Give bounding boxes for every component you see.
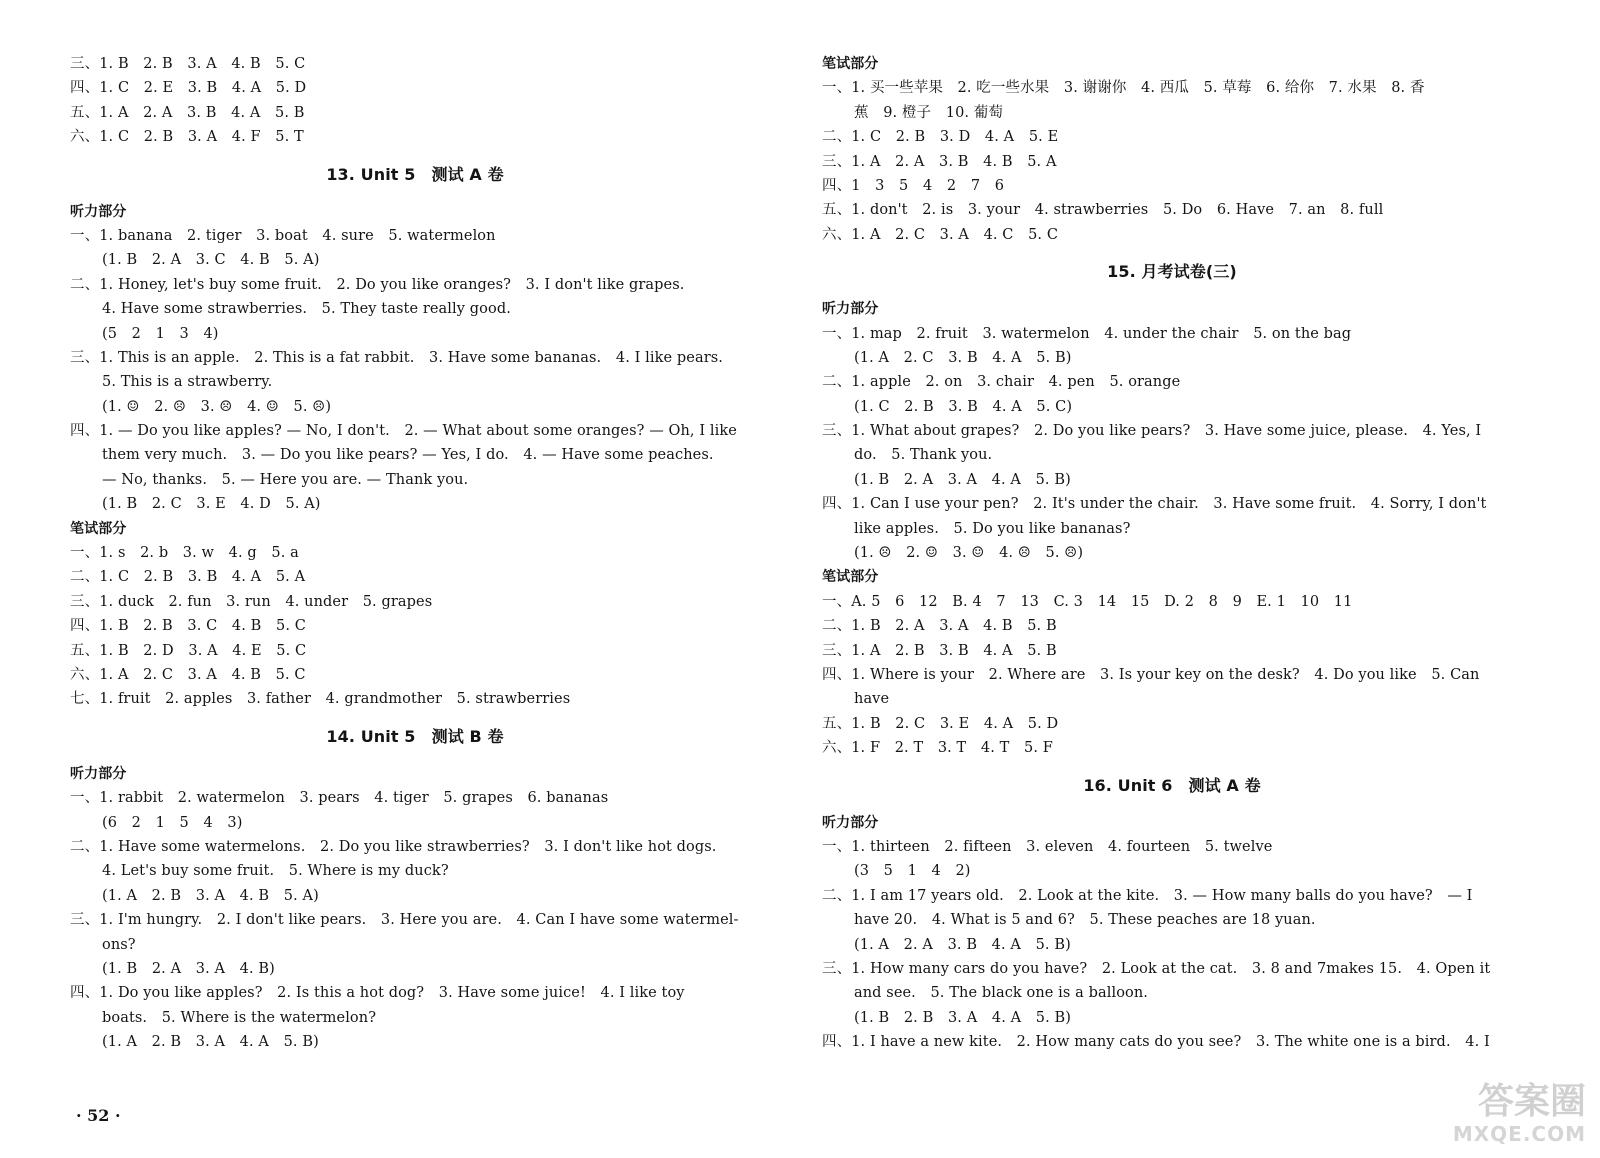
answer-line: 一、1. map 2. fruit 3. watermelon 4. under the chair 5. on the bag (822, 325, 1352, 342)
test-title: 16. Unit 6 测试 A 卷 (1083, 775, 1261, 795)
answer-line: 二、1. C 2. B 3. D 4. A 5. E (822, 129, 1059, 146)
answer-line-continued: 4. Have some strawberries. 5. They taste really good. (102, 301, 511, 318)
answer-line: 三、1. I'm hungry. 2. I don't like pears. 3. Here you are. 4. Can I have some watermel- (70, 912, 739, 929)
answer-line-continued: (1. A 2. C 3. B 4. A 5. B) (854, 349, 1072, 366)
answer-line: 四、1. C 2. E 3. B 4. A 5. D (70, 80, 307, 97)
section-heading: 笔试部分 (822, 56, 879, 72)
answer-line: 五、1. B 2. C 3. E 4. A 5. D (822, 715, 1059, 732)
answer-line: 四、1. Where is your 2. Where are 3. Is your key on the desk? 4. Do you like 5. Can (822, 666, 1480, 683)
answer-line: 三、1. This is an apple. 2. This is a fat rabbit. 3. Have some bananas. 4. I like pears. (70, 349, 723, 366)
answer-line-continued: ons? (102, 936, 136, 953)
answer-line-continued: 5. This is a strawberry. (102, 374, 273, 391)
answer-line: 一、A. 5 6 12 B. 4 7 13 C. 3 14 15 D. 2 8 9 E. 1 10 11 (822, 593, 1353, 610)
answer-line: 三、1. A 2. A 3. B 4. B 5. A (822, 153, 1057, 170)
answer-line: 二、1. apple 2. on 3. chair 4. pen 5. orange (822, 374, 1181, 391)
watermark-title: 答案圈 (1477, 1081, 1586, 1122)
answer-line: 一、1. 买一些苹果 2. 吃一些水果 3. 谢谢你 4. 西瓜 5. 草莓 6. 给你 7. 水果 8. 香 (822, 80, 1425, 97)
answer-line: 二、1. C 2. B 3. B 4. A 5. A (70, 569, 306, 586)
answer-line: 四、1. Can I use your pen? 2. It's under the chair. 3. Have some fruit. 4. Sorry, I don't (822, 496, 1487, 513)
answer-line: 六、1. C 2. B 3. A 4. F 5. T (70, 129, 304, 146)
answer-line-continued: 蕉 9. 橙子 10. 葡萄 (854, 104, 1004, 121)
answer-line: 四、1. I have a new kite. 2. How many cats do you see? 3. The white one is a bird. 4. I (822, 1034, 1490, 1051)
answer-line-continued: (1. B 2. A 3. C 4. B 5. A) (102, 252, 320, 269)
answer-line-continued: and see. 5. The black one is a balloon. (854, 985, 1149, 1002)
section-heading: 笔试部分 (822, 569, 879, 586)
answer-line-continued: (1. A 2. A 3. B 4. A 5. B) (854, 936, 1071, 953)
answer-line: 三、1. duck 2. fun 3. run 4. under 5. grapes (70, 593, 433, 610)
answer-line: 四、1. Do you like apples? 2. Is this a hot dog? 3. Have some juice! 4. I like toy (70, 985, 685, 1002)
answer-line-continued: (6 2 1 5 4 3) (102, 814, 243, 831)
answer-line-continued: them very much. 3. — Do you like pears? — Yes, I do. 4. — Have some peaches. (102, 447, 714, 464)
left-column (70, 52, 760, 1054)
answer-line: 五、1. B 2. D 3. A 4. E 5. C (70, 642, 307, 659)
answer-line: 一、1. rabbit 2. watermelon 3. pears 4. tiger 5. grapes 6. bananas (70, 790, 609, 807)
answer-line-continued: (1. A 2. B 3. A 4. B 5. A) (102, 887, 319, 904)
answer-line: 三、1. A 2. B 3. B 4. A 5. B (822, 642, 1057, 659)
answer-line: 一、1. banana 2. tiger 3. boat 4. sure 5. watermelon (70, 227, 496, 244)
answer-line: 六、1. A 2. C 3. A 4. C 5. C (822, 226, 1059, 243)
answer-line-continued: like apples. 5. Do you like bananas? (854, 520, 1131, 537)
answer-line-continued: (1. B 2. A 3. A 4. A 5. B) (854, 471, 1071, 488)
answer-line-continued: have (854, 691, 890, 708)
answer-line-continued: (1. B 2. A 3. A 4. B) (102, 960, 275, 977)
answer-line-continued: boats. 5. Where is the watermelon? (102, 1009, 377, 1026)
section-heading: 笔试部分 (70, 520, 127, 537)
answer-line-continued: do. 5. Thank you. (854, 447, 993, 464)
answer-line: 二、1. I am 17 years old. 2. Look at the kite. 3. — How many balls do you have? — I (822, 887, 1473, 904)
section-heading: 听力部分 (822, 814, 879, 831)
answer-line-continued: (1. ☺ 2. ☹ 3. ☹ 4. ☺ 5. ☹) (102, 398, 332, 415)
answer-line: 一、1. thirteen 2. fifteen 3. eleven 4. fourteen 5. twelve (822, 838, 1273, 855)
answer-line-continued: 4. Let's buy some fruit. 5. Where is my duck? (102, 863, 449, 880)
section-heading: 听力部分 (70, 765, 127, 782)
answer-line-continued: (1. B 2. B 3. A 4. A 5. B) (854, 1009, 1072, 1026)
answer-line: 六、1. F 2. T 3. T 4. T 5. F (822, 740, 1053, 757)
answer-line: 五、1. don't 2. is 3. your 4. strawberries 5. Do 6. Have 7. an 8. full (822, 202, 1384, 219)
answer-line-continued: (1. B 2. C 3. E 4. D 5. A) (102, 496, 321, 513)
answer-line: 二、1. Have some watermelons. 2. Do you like strawberries? 3. I don't like hot dogs. (70, 838, 717, 855)
page-number: · 52 · (76, 1106, 121, 1125)
answer-line: 三、1. B 2. B 3. A 4. B 5. C (70, 56, 306, 72)
right-column (822, 52, 1522, 1054)
answer-line: 五、1. A 2. A 3. B 4. A 5. B (70, 104, 305, 121)
answer-line: 二、1. B 2. A 3. A 4. B 5. B (822, 618, 1057, 635)
answer-line: 三、1. How many cars do you have? 2. Look at the cat. 3. 8 and 7makes 15. 4. Open it (822, 960, 1491, 977)
watermark-logo (1386, 1082, 1586, 1150)
answer-line: 七、1. fruit 2. apples 3. father 4. grandmother 5. strawberries (70, 691, 571, 708)
section-heading: 听力部分 (822, 301, 879, 318)
test-title: 13. Unit 5 测试 A 卷 (326, 164, 504, 184)
test-title: 15. 月考试卷(三) (1107, 262, 1237, 282)
answer-line: 六、1. A 2. C 3. A 4. B 5. C (70, 666, 306, 683)
answer-line: 四、1. — Do you like apples? — No, I don't. 2. — What about some oranges? — Oh, I like (70, 423, 737, 440)
answer-line-continued: (1. C 2. B 3. B 4. A 5. C) (854, 398, 1073, 415)
answer-line: 一、1. s 2. b 3. w 4. g 5. a (70, 545, 299, 562)
answer-line: 四、1 3 5 4 2 7 6 (822, 177, 1005, 194)
answer-line-continued: (1. ☹ 2. ☺ 3. ☺ 4. ☹ 5. ☹) (854, 545, 1084, 562)
answer-line: 四、1. B 2. B 3. C 4. B 5. C (70, 618, 306, 635)
answer-line: 三、1. What about grapes? 2. Do you like pears? 3. Have some juice, please. 4. Yes, I (822, 423, 1482, 440)
answer-line: 二、1. Honey, let's buy some fruit. 2. Do you like oranges? 3. I don't like grapes. (70, 276, 685, 293)
test-title: 14. Unit 5 测试 B 卷 (326, 726, 504, 746)
watermark-url: MXQE.COM (1452, 1122, 1586, 1146)
answer-line-continued: (3 5 1 4 2) (854, 863, 971, 880)
answer-line-continued: have 20. 4. What is 5 and 6? 5. These peaches are 18 yuan. (854, 912, 1316, 929)
answer-line-continued: — No, thanks. 5. — Here you are. — Thank you. (102, 471, 469, 488)
answer-line-continued: (1. A 2. B 3. A 4. A 5. B) (102, 1034, 319, 1051)
answer-line-continued: (5 2 1 3 4) (102, 325, 219, 342)
section-heading: 听力部分 (70, 203, 127, 220)
